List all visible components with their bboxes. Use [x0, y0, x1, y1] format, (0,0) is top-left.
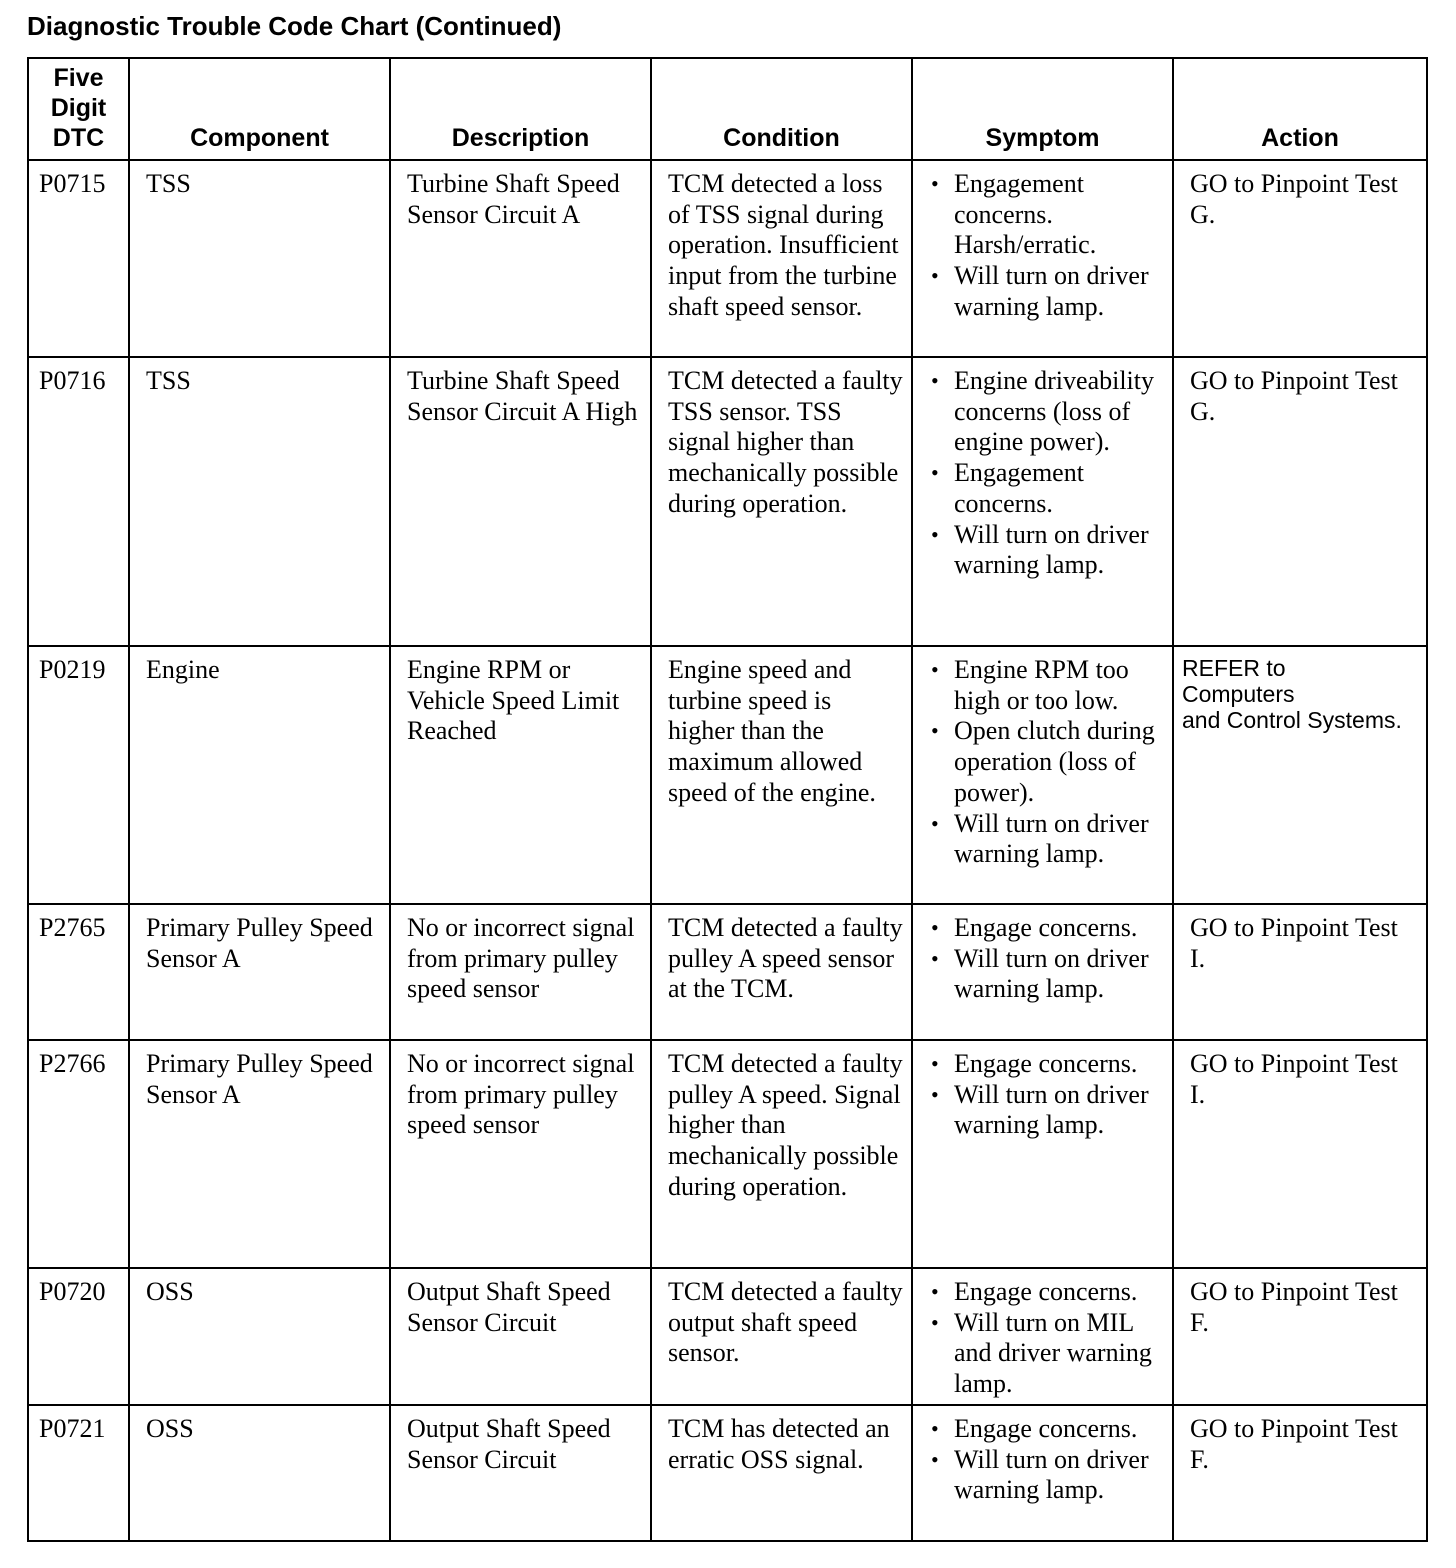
symptom-cell [912, 160, 1173, 357]
header-dtc-line: Digit [50, 94, 107, 122]
symptom-item: • Will turn on driver warning lamp. [929, 1080, 1164, 1141]
symptom-item: • Engagement concerns. [929, 458, 1164, 519]
action-cell: GO to Pinpoint Test F. [1173, 1405, 1427, 1541]
condition-cell: Engine speed and turbine speed is higher than the maximum allowed speed of the engine. [651, 646, 912, 904]
table-row [28, 1268, 1427, 1405]
action-cell: GO to Pinpoint Test I. [1173, 904, 1427, 1040]
symptom-cell [912, 904, 1173, 1040]
action-cell: GO to Pinpoint Test I. [1173, 1040, 1427, 1268]
header-symptom: Symptom [912, 58, 1173, 160]
symptom-list [929, 169, 1164, 323]
description-cell: No or incorrect signal from primary pulley speed sensor [390, 904, 651, 1040]
component-cell: Primary Pulley Speed Sensor A [129, 904, 390, 1040]
action-cell [1173, 646, 1427, 904]
symptom-item: • Engage concerns. [929, 1277, 1164, 1308]
action-cell: GO to Pinpoint Test G. [1173, 357, 1427, 646]
symptom-list [929, 366, 1164, 581]
table-row [28, 1040, 1427, 1268]
symptom-cell [912, 1268, 1173, 1405]
symptom-list [929, 1414, 1164, 1506]
symptom-item: • Will turn on MIL and driver warning lamp. [929, 1308, 1164, 1400]
action-cell: GO to Pinpoint Test F. [1173, 1268, 1427, 1405]
table-row [28, 904, 1427, 1040]
symptom-cell [912, 357, 1173, 646]
dtc-table [27, 57, 1428, 1542]
action-line: and Control Systems. [1182, 707, 1402, 733]
symptom-item: • Will turn on driver warning lamp. [929, 261, 1164, 322]
action-line: REFER to [1182, 655, 1286, 681]
symptom-item: • Engagement concerns. Harsh/erratic. [929, 169, 1164, 261]
symptom-item: • Will turn on driver warning lamp. [929, 520, 1164, 581]
symptom-item: • Engage concerns. [929, 913, 1164, 944]
action-line: Computers [1182, 681, 1295, 707]
dtc-code-cell: P0721 [28, 1405, 129, 1541]
description-cell: Turbine Shaft Speed Sensor Circuit A [390, 160, 651, 357]
condition-cell: TCM detected a faulty output shaft speed sensor. [651, 1268, 912, 1405]
symptom-item: • Engage concerns. [929, 1414, 1164, 1445]
dtc-code-cell: P0715 [28, 160, 129, 357]
action-cell: GO to Pinpoint Test G. [1173, 160, 1427, 357]
component-cell: TSS [129, 160, 390, 357]
condition-cell: TCM detected a loss of TSS signal during operation. Insufficient input from the turbine shaft speed sensor. [651, 160, 912, 357]
condition-cell: TCM detected a faulty pulley A speed sensor at the TCM. [651, 904, 912, 1040]
condition-cell: TCM detected a faulty TSS sensor. TSS signal higher than mechanically possible during operation. [651, 357, 912, 646]
symptom-list [929, 655, 1164, 870]
condition-cell: TCM has detected an erratic OSS signal. [651, 1405, 912, 1541]
component-cell: Engine [129, 646, 390, 904]
symptom-cell [912, 646, 1173, 904]
component-cell: Primary Pulley Speed Sensor A [129, 1040, 390, 1268]
component-cell: TSS [129, 357, 390, 646]
description-cell: Engine RPM or Vehicle Speed Limit Reached [390, 646, 651, 904]
condition-cell: TCM detected a faulty pulley A speed. Signal higher than mechanically possible during operation. [651, 1040, 912, 1268]
dtc-code-cell: P2766 [28, 1040, 129, 1268]
header-dtc-line: DTC [52, 124, 105, 152]
symptom-item: • Will turn on driver warning lamp. [929, 809, 1164, 870]
table-row [28, 357, 1427, 646]
header-dtc [28, 58, 129, 160]
symptom-item: • Engine driveability concerns (loss of engine power). [929, 366, 1164, 458]
description-cell: Turbine Shaft Speed Sensor Circuit A High [390, 357, 651, 646]
header-component: Component [129, 58, 390, 160]
header-row [28, 58, 1427, 160]
symptom-list [929, 913, 1164, 1005]
symptom-cell [912, 1040, 1173, 1268]
component-cell: OSS [129, 1405, 390, 1541]
description-cell: Output Shaft Speed Sensor Circuit [390, 1268, 651, 1405]
description-cell: Output Shaft Speed Sensor Circuit [390, 1405, 651, 1541]
dtc-code-cell: P2765 [28, 904, 129, 1040]
symptom-item: • Will turn on driver warning lamp. [929, 944, 1164, 1005]
symptom-item: • Open clutch during operation (loss of power). [929, 716, 1164, 808]
header-description: Description [390, 58, 651, 160]
description-cell: No or incorrect signal from primary pulley speed sensor [390, 1040, 651, 1268]
dtc-code-cell: P0716 [28, 357, 129, 646]
symptom-list [929, 1277, 1164, 1400]
symptom-cell [912, 1405, 1173, 1541]
header-condition: Condition [651, 58, 912, 160]
page-title: Diagnostic Trouble Code Chart (Continued) [27, 11, 562, 41]
symptom-item: • Engage concerns. [929, 1049, 1164, 1080]
symptom-list [929, 1049, 1164, 1141]
table-row [28, 160, 1427, 357]
dtc-code-cell: P0720 [28, 1268, 129, 1405]
header-dtc-line: Five [53, 64, 104, 92]
table-row [28, 646, 1427, 904]
header-action: Action [1173, 58, 1427, 160]
symptom-item: • Will turn on driver warning lamp. [929, 1445, 1164, 1506]
table-row [28, 1405, 1427, 1541]
component-cell: OSS [129, 1268, 390, 1405]
symptom-item: • Engine RPM too high or too low. [929, 655, 1164, 716]
dtc-code-cell: P0219 [28, 646, 129, 904]
